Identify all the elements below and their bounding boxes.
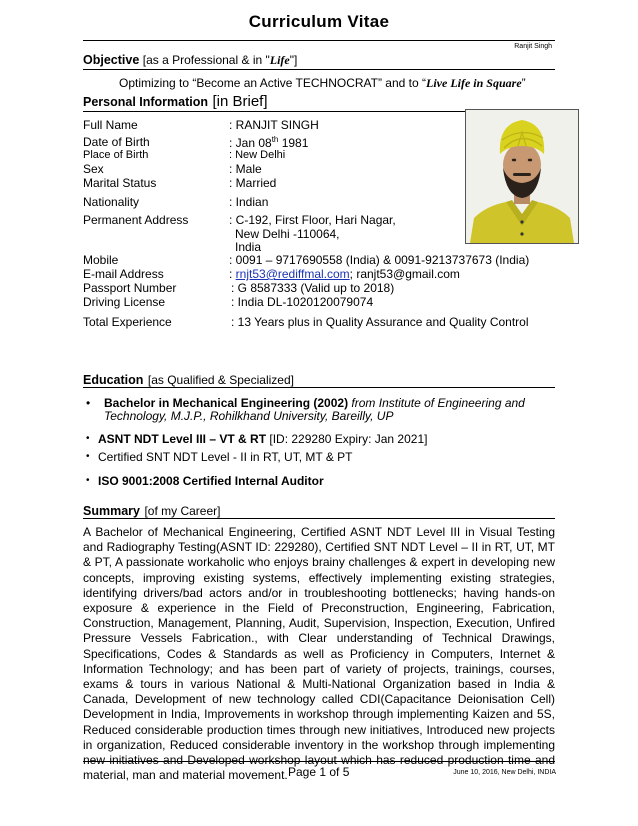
label-address: Permanent Address — [83, 213, 189, 227]
value-address-line-3: India — [235, 240, 262, 254]
value-email: : rnjt53@rediffmal.com; ranjt53@gmail.com — [229, 267, 460, 281]
profile-photo — [465, 109, 579, 244]
label-driving-license: Driving License — [83, 295, 166, 309]
value-dob: : Jan 08th 1981 — [229, 135, 309, 150]
footer-date: June 10, 2016, New Delhi, INDIA — [453, 769, 556, 776]
label-mobile: Mobile — [83, 253, 119, 267]
value-full-name: : RANJIT SINGH — [229, 118, 319, 132]
objective-heading: Objective [as a Professional & in "Life"] — [83, 53, 298, 67]
footer-divider — [83, 761, 555, 762]
value-total-experience: : 13 Years plus in Quality Assurance and Quality Control — [231, 315, 529, 329]
bullet-icon: • — [86, 475, 90, 486]
value-sex: : Male — [229, 162, 262, 176]
value-marital-status: : Married — [229, 176, 277, 190]
email-link[interactable]: rnjt53@rediffmal.com — [235, 267, 350, 281]
label-full-name: Full Name — [83, 118, 138, 132]
bullet-icon: • — [86, 396, 91, 410]
label-sex: Sex — [83, 162, 104, 176]
value-passport: : G 8587333 (Valid up to 2018) — [231, 281, 395, 295]
value-address-line-1: : C-192, First Floor, Hari Nagar, — [229, 213, 396, 227]
summary-heading: Summary [of my Career] — [83, 504, 221, 518]
label-marital-status: Marital Status — [83, 176, 157, 190]
education-item-iso: ISO 9001:2008 Certified Internal Auditor — [98, 474, 324, 488]
objective-text: Optimizing to “Become an Active TECHNOCRAT” and to “Live Life in Square” — [119, 76, 526, 90]
page-number: Page 1 of 5 — [288, 765, 350, 779]
personal-heading: Personal Information [in Brief] — [83, 93, 268, 110]
education-item-degree-line2: Technology, M.J.P., Rohilkhand University, Bareilly, UP — [104, 409, 394, 423]
value-driving-license: : India DL-1020120079074 — [231, 295, 374, 309]
label-dob: Date of Birth — [83, 135, 150, 149]
document-title: Curriculum Vitae — [248, 12, 390, 31]
person-portrait-icon — [466, 110, 578, 243]
title-divider — [83, 40, 555, 41]
label-nationality: Nationality — [83, 195, 140, 209]
value-place-of-birth: : New Delhi — [229, 149, 286, 161]
objective-title: Objective — [83, 53, 140, 67]
label-passport: Passport Number — [83, 281, 177, 295]
value-address-line-2: New Delhi -110064, — [235, 227, 340, 241]
education-item-asnt: ASNT NDT Level III – VT & RT [ID: 229280 Expiry: Jan 2021] — [98, 432, 428, 446]
education-heading: Education [as Qualified & Specialized] — [83, 373, 294, 387]
label-email: E-mail Address — [83, 267, 164, 281]
header-name: Ranjit Singh — [514, 43, 552, 50]
education-divider — [83, 387, 555, 388]
bullet-icon: • — [86, 451, 90, 462]
summary-text: A Bachelor of Mechanical Engineering, Certified ASNT NDT Level III in Visual Testing and Radiography Testing(ASNT ID: 229280), Certified SNT NDT Level – II in RT, UT, MT & PT, A passionate workaholic who enjoys brainy challenges & expert in developing new concepts, improving existing systems, effectively implementing existing strategies, identifying drivers/bad actors and/or in troubleshooting bottlenecks; having hands-on exposure & experience in the Field of Preconstruction, Engineering, Fabrication, Construction, Management, Planning, Audit, Supervision, Inspection, Execution, Unfired Pressure Vessels Fabrication., with Clear understanding of Technical Drawings, Specifications, Codes & Standards as well as Proficiency in Computers, Internet & Information Technology; and has been part of variety of projects, trainings, courses, exams & tours in various National & Multi-National Organization based in India & Canada, Development of new technology called CDI(Capacitance Deionisation Cell) Development in India, Improvements in workshop through implementing Kaizen and 5S, Reduced considerable production times through new initiatives, Introduced new projects in organization, Reduced considerable inventory in the workshop through implementing new initiatives and Developed workshop layout which has reduced production time and material, man and material movement. — [83, 525, 555, 783]
label-total-experience: Total Experience — [83, 315, 172, 329]
bullet-icon: • — [86, 433, 90, 444]
value-mobile: : 0091 – 9717690558 (India) & 0091-9213737673 (India) — [229, 253, 530, 267]
value-nationality: : Indian — [229, 195, 269, 209]
label-place-of-birth: Place of Birth — [83, 149, 149, 161]
objective-divider — [83, 69, 555, 70]
education-item-degree: Bachelor in Mechanical Engineering (2002) from Institute of Engineering and — [104, 396, 525, 410]
summary-divider — [83, 518, 555, 519]
education-item-snt: Certified SNT NDT Level - II in RT, UT, MT & PT — [98, 450, 353, 464]
